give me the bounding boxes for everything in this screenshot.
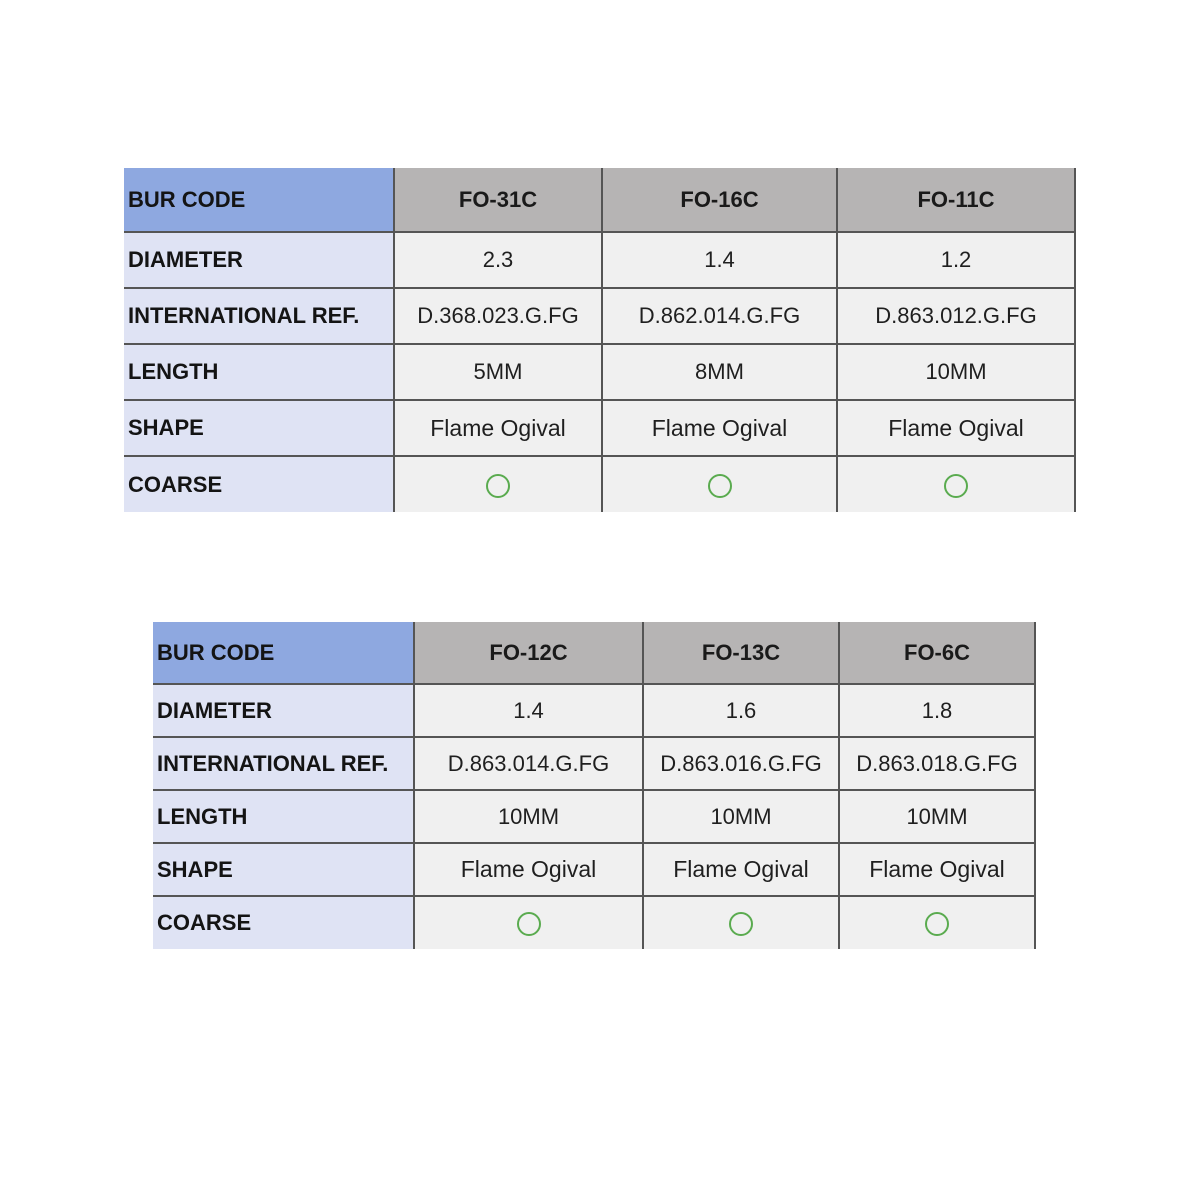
international-ref-cell: D.368.023.G.FG: [394, 288, 602, 344]
diameter-label: DIAMETER: [153, 684, 414, 737]
diameter-label: DIAMETER: [124, 232, 394, 288]
shape-cell: Flame Ogival: [394, 400, 602, 456]
coarse-cell: [394, 456, 602, 512]
coarse-cell: [837, 456, 1075, 512]
diameter-cell: 1.4: [414, 684, 643, 737]
international-ref-cell: D.863.016.G.FG: [643, 737, 839, 790]
international-ref-cell: D.863.012.G.FG: [837, 288, 1075, 344]
coarse-label: COARSE: [153, 896, 414, 949]
international-ref-row: [124, 288, 1075, 344]
international-ref-cell: D.863.014.G.FG: [414, 737, 643, 790]
bur-code-label: BUR CODE: [124, 168, 394, 232]
coarse-cell: [414, 896, 643, 949]
shape-row: [153, 843, 1035, 896]
coarse-circle-icon: [944, 474, 968, 498]
coarse-circle-icon: [708, 474, 732, 498]
coarse-circle-icon: [517, 912, 541, 936]
shape-cell: Flame Ogival: [602, 400, 837, 456]
length-label: LENGTH: [153, 790, 414, 843]
length-row: [124, 344, 1075, 400]
bur-spec-table-1: [124, 168, 1076, 512]
length-cell: 5MM: [394, 344, 602, 400]
coarse-cell: [643, 896, 839, 949]
diameter-cell: 2.3: [394, 232, 602, 288]
international-ref-row: [153, 737, 1035, 790]
length-row: [153, 790, 1035, 843]
coarse-circle-icon: [729, 912, 753, 936]
bur-code-cell: FO-13C: [643, 622, 839, 684]
shape-cell: Flame Ogival: [837, 400, 1075, 456]
bur-code-row: [124, 168, 1075, 232]
length-cell: 10MM: [839, 790, 1035, 843]
coarse-label: COARSE: [124, 456, 394, 512]
coarse-circle-icon: [925, 912, 949, 936]
length-cell: 10MM: [643, 790, 839, 843]
diameter-cell: 1.8: [839, 684, 1035, 737]
coarse-circle-icon: [486, 474, 510, 498]
diameter-cell: 1.6: [643, 684, 839, 737]
international-ref-label: INTERNATIONAL REF.: [153, 737, 414, 790]
bur-code-cell: FO-16C: [602, 168, 837, 232]
international-ref-cell: D.862.014.G.FG: [602, 288, 837, 344]
shape-cell: Flame Ogival: [839, 843, 1035, 896]
bur-code-cell: FO-12C: [414, 622, 643, 684]
diameter-row: [153, 684, 1035, 737]
shape-cell: Flame Ogival: [414, 843, 643, 896]
coarse-cell: [839, 896, 1035, 949]
bur-code-cell: FO-11C: [837, 168, 1075, 232]
shape-row: [124, 400, 1075, 456]
shape-label: SHAPE: [124, 400, 394, 456]
coarse-row: [124, 456, 1075, 512]
length-cell: 10MM: [414, 790, 643, 843]
bur-spec-table-2: [153, 622, 1036, 949]
international-ref-label: INTERNATIONAL REF.: [124, 288, 394, 344]
bur-code-cell: FO-31C: [394, 168, 602, 232]
bur-code-row: [153, 622, 1035, 684]
length-label: LENGTH: [124, 344, 394, 400]
length-cell: 8MM: [602, 344, 837, 400]
international-ref-cell: D.863.018.G.FG: [839, 737, 1035, 790]
shape-label: SHAPE: [153, 843, 414, 896]
diameter-cell: 1.2: [837, 232, 1075, 288]
diameter-row: [124, 232, 1075, 288]
bur-code-label: BUR CODE: [153, 622, 414, 684]
coarse-row: [153, 896, 1035, 949]
bur-code-cell: FO-6C: [839, 622, 1035, 684]
length-cell: 10MM: [837, 344, 1075, 400]
diameter-cell: 1.4: [602, 232, 837, 288]
coarse-cell: [602, 456, 837, 512]
shape-cell: Flame Ogival: [643, 843, 839, 896]
